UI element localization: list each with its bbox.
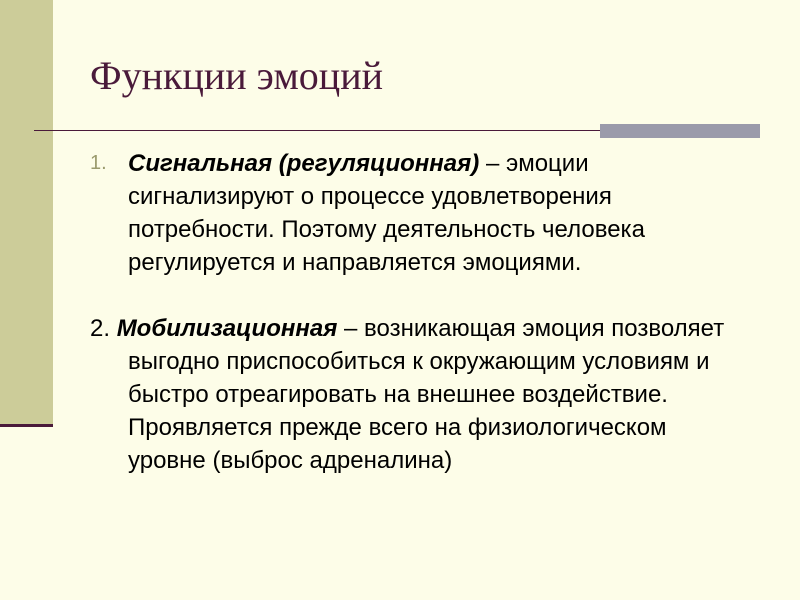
list-item-1-term: Сигнальная (регуляционная) (128, 150, 480, 177)
slide-body (90, 147, 750, 477)
list-item-2-number: 2. (90, 315, 117, 342)
list-item-2-term: Мобилизационная (116, 315, 338, 342)
slide-title: Функции эмоций (90, 53, 384, 98)
list-item-2 (90, 312, 750, 477)
title-divider-block (600, 124, 760, 138)
left-decorative-bar (0, 0, 53, 424)
list-item-1-text: – эмоции сигнализируют о процессе удовлетворения потребности. Поэтому деятельность человека регулируется и направляется эмоциями. (128, 150, 645, 276)
left-bar-underline (0, 424, 53, 427)
list-item-1 (90, 147, 750, 279)
list-item-2-text: – возникающая эмоция позволяет выгодно приспособиться к окружающим условиям и быстро отреагировать на внешнее воздействие. Проявляется прежде всего на физиологическом уровне (выброс адреналина) (128, 315, 725, 474)
list-item-1-number: 1. (90, 152, 107, 174)
